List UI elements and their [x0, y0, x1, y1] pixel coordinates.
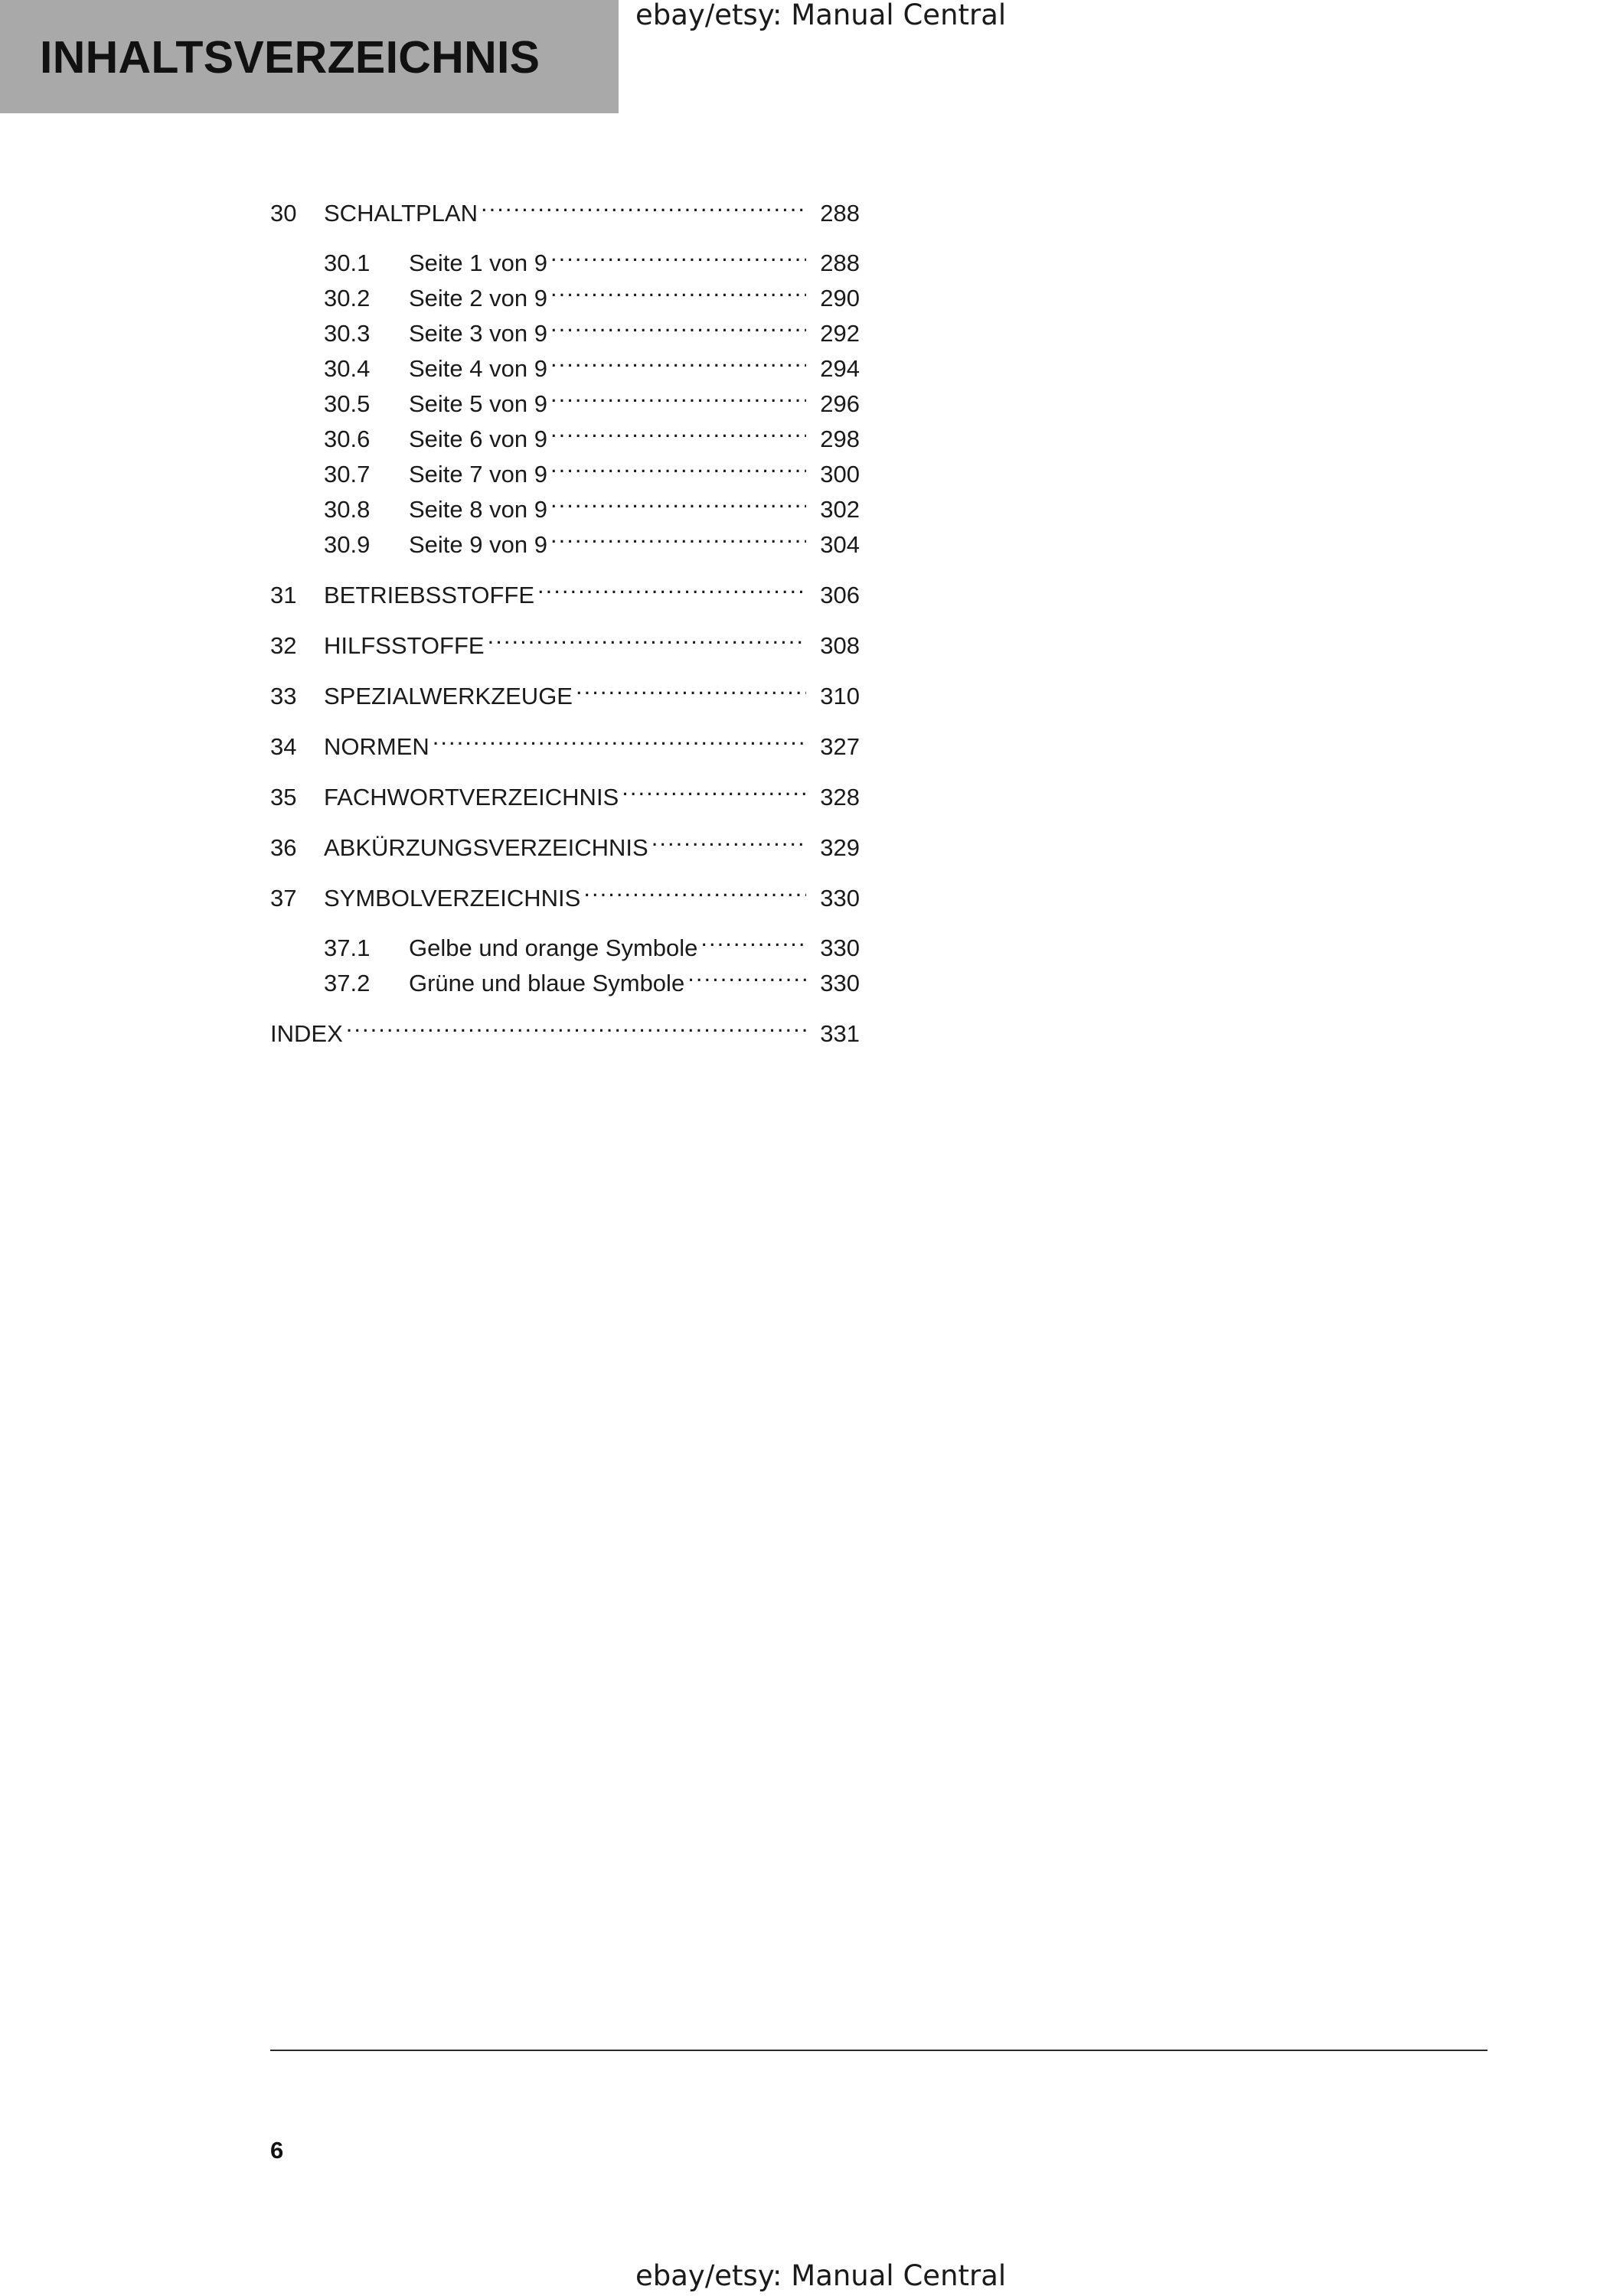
toc-entry-number: 30.5 [324, 390, 371, 417]
toc-entry[interactable] [270, 341, 860, 382]
toc-entry-number: 30.8 [324, 496, 371, 523]
toc-dot-leader [583, 871, 806, 906]
toc-dot-leader [346, 1006, 806, 1042]
watermark-bottom: ebay/etsy: Manual Central [635, 2259, 1007, 2292]
toc-entry[interactable] [270, 921, 860, 961]
toc-dot-leader [433, 719, 806, 755]
toc-dot-leader [550, 517, 806, 553]
toc-entry-page: 300 [806, 457, 860, 492]
toc-entry-page: 328 [806, 780, 860, 815]
toc-entry-page: 330 [806, 966, 860, 1001]
toc-entry-number: 30.1 [324, 249, 371, 276]
toc-entry[interactable] [270, 447, 860, 488]
toc-entry[interactable] [270, 568, 860, 608]
toc-entry[interactable] [270, 306, 860, 347]
watermark-top: ebay/etsy: Manual Central [635, 0, 1007, 31]
toc-entry-page: 308 [806, 628, 860, 664]
toc-entry[interactable] [270, 482, 860, 523]
toc-entry-page: 296 [806, 386, 860, 422]
toc-entry-title: Seite 9 von 9 [409, 527, 550, 563]
toc-dot-leader [550, 482, 806, 517]
toc-entry-page: 298 [806, 422, 860, 457]
toc-entry-number: 35 [270, 784, 297, 810]
toc-entry-page: 288 [806, 246, 860, 281]
toc-entry-title: ABKÜRZUNGSVERZEICHNIS [324, 830, 651, 866]
toc-entry[interactable] [270, 669, 860, 709]
toc-entry[interactable] [270, 719, 860, 760]
toc-dot-leader [550, 447, 806, 482]
toc-entry-title: Seite 3 von 9 [409, 316, 550, 351]
toc-entry[interactable] [270, 271, 860, 311]
toc-entry-page: 329 [806, 830, 860, 866]
toc-dot-leader [550, 377, 806, 412]
toc-entry-number: 30 [270, 200, 297, 227]
toc-entry[interactable] [270, 956, 860, 996]
toc-entry-title: FACHWORTVERZEICHNIS [324, 780, 622, 815]
toc-entry[interactable] [270, 618, 860, 659]
toc-entry-title: BETRIEBSSTOFFE [324, 578, 537, 613]
toc-entry-title: Seite 4 von 9 [409, 351, 550, 386]
toc-entry-title: Gelbe und orange Symbole [409, 931, 700, 966]
toc-entry[interactable] [270, 820, 860, 861]
toc-entry-page: 288 [806, 196, 860, 231]
toc-entry-number: 30.9 [324, 531, 371, 558]
toc-entry-page: 330 [806, 881, 860, 916]
toc-dot-leader [651, 820, 806, 856]
toc-entry-title: INDEX [270, 1016, 346, 1052]
toc-entry-title: SYMBOLVERZEICHNIS [324, 881, 583, 916]
toc-dot-leader [550, 412, 806, 447]
toc-entry-title: Seite 8 von 9 [409, 492, 550, 527]
toc-entry-page: 304 [806, 527, 860, 563]
toc-entry-number: 37.1 [324, 934, 371, 961]
toc-entry-number: 30.6 [324, 426, 371, 452]
toc-entry-number: 30.7 [324, 461, 371, 488]
toc-entry-page: 310 [806, 679, 860, 714]
toc-entry-number: 30.3 [324, 320, 371, 347]
toc-dot-leader [550, 271, 806, 306]
toc-entry-number: 34 [270, 733, 297, 760]
page-title: INHALTSVERZEICHNIS [40, 32, 540, 83]
toc-entry-number: 31 [270, 582, 297, 608]
toc-entry-page: 302 [806, 492, 860, 527]
toc-entry-number: 36 [270, 834, 297, 861]
toc-entry-page: 290 [806, 281, 860, 316]
header-title-block [0, 0, 619, 113]
toc-entry-title: SPEZIALWERKZEUGE [324, 679, 576, 714]
toc-dot-leader [700, 921, 806, 956]
toc-entry-title: Seite 5 von 9 [409, 386, 550, 422]
toc-dot-leader [687, 956, 806, 991]
table-of-contents [270, 186, 860, 1047]
toc-dot-leader [622, 770, 806, 805]
toc-entry-page: 306 [806, 578, 860, 613]
toc-dot-leader [550, 236, 806, 271]
toc-entry-title: Seite 2 von 9 [409, 281, 550, 316]
toc-dot-leader [550, 306, 806, 341]
toc-entry-number: 30.2 [324, 285, 371, 311]
toc-entry[interactable] [270, 871, 860, 912]
toc-entry-number: 37.2 [324, 970, 371, 996]
toc-entry-page: 331 [806, 1016, 860, 1052]
toc-entry-title: NORMEN [324, 729, 433, 765]
toc-entry[interactable] [270, 236, 860, 276]
toc-entry-title: HILFSSTOFFE [324, 628, 488, 664]
toc-dot-leader [576, 669, 806, 704]
toc-entry[interactable] [270, 412, 860, 452]
toc-entry-title: Grüne und blaue Symbole [409, 966, 687, 1001]
toc-dot-leader [488, 618, 806, 654]
toc-entry-page: 327 [806, 729, 860, 765]
page-number: 6 [270, 2137, 284, 2164]
footer-divider [270, 2050, 1487, 2051]
toc-entry[interactable] [270, 186, 860, 227]
toc-entry-page: 294 [806, 351, 860, 386]
toc-dot-leader [537, 568, 806, 603]
toc-entry[interactable] [270, 377, 860, 417]
toc-entry-title: Seite 7 von 9 [409, 457, 550, 492]
toc-entry-page: 292 [806, 316, 860, 351]
toc-entry-number: 32 [270, 632, 297, 659]
toc-entry-number: 33 [270, 683, 297, 709]
toc-entry-page: 330 [806, 931, 860, 966]
toc-entry-title: Seite 1 von 9 [409, 246, 550, 281]
toc-dot-leader [550, 341, 806, 377]
toc-entry-title: Seite 6 von 9 [409, 422, 550, 457]
toc-entry[interactable] [270, 517, 860, 558]
toc-entry-number: 30.4 [324, 355, 371, 382]
toc-dot-leader [481, 186, 806, 221]
toc-entry-title: SCHALTPLAN [324, 196, 481, 231]
toc-entry[interactable] [270, 1006, 860, 1047]
toc-entry-number: 37 [270, 885, 297, 912]
toc-entry[interactable] [270, 770, 860, 810]
